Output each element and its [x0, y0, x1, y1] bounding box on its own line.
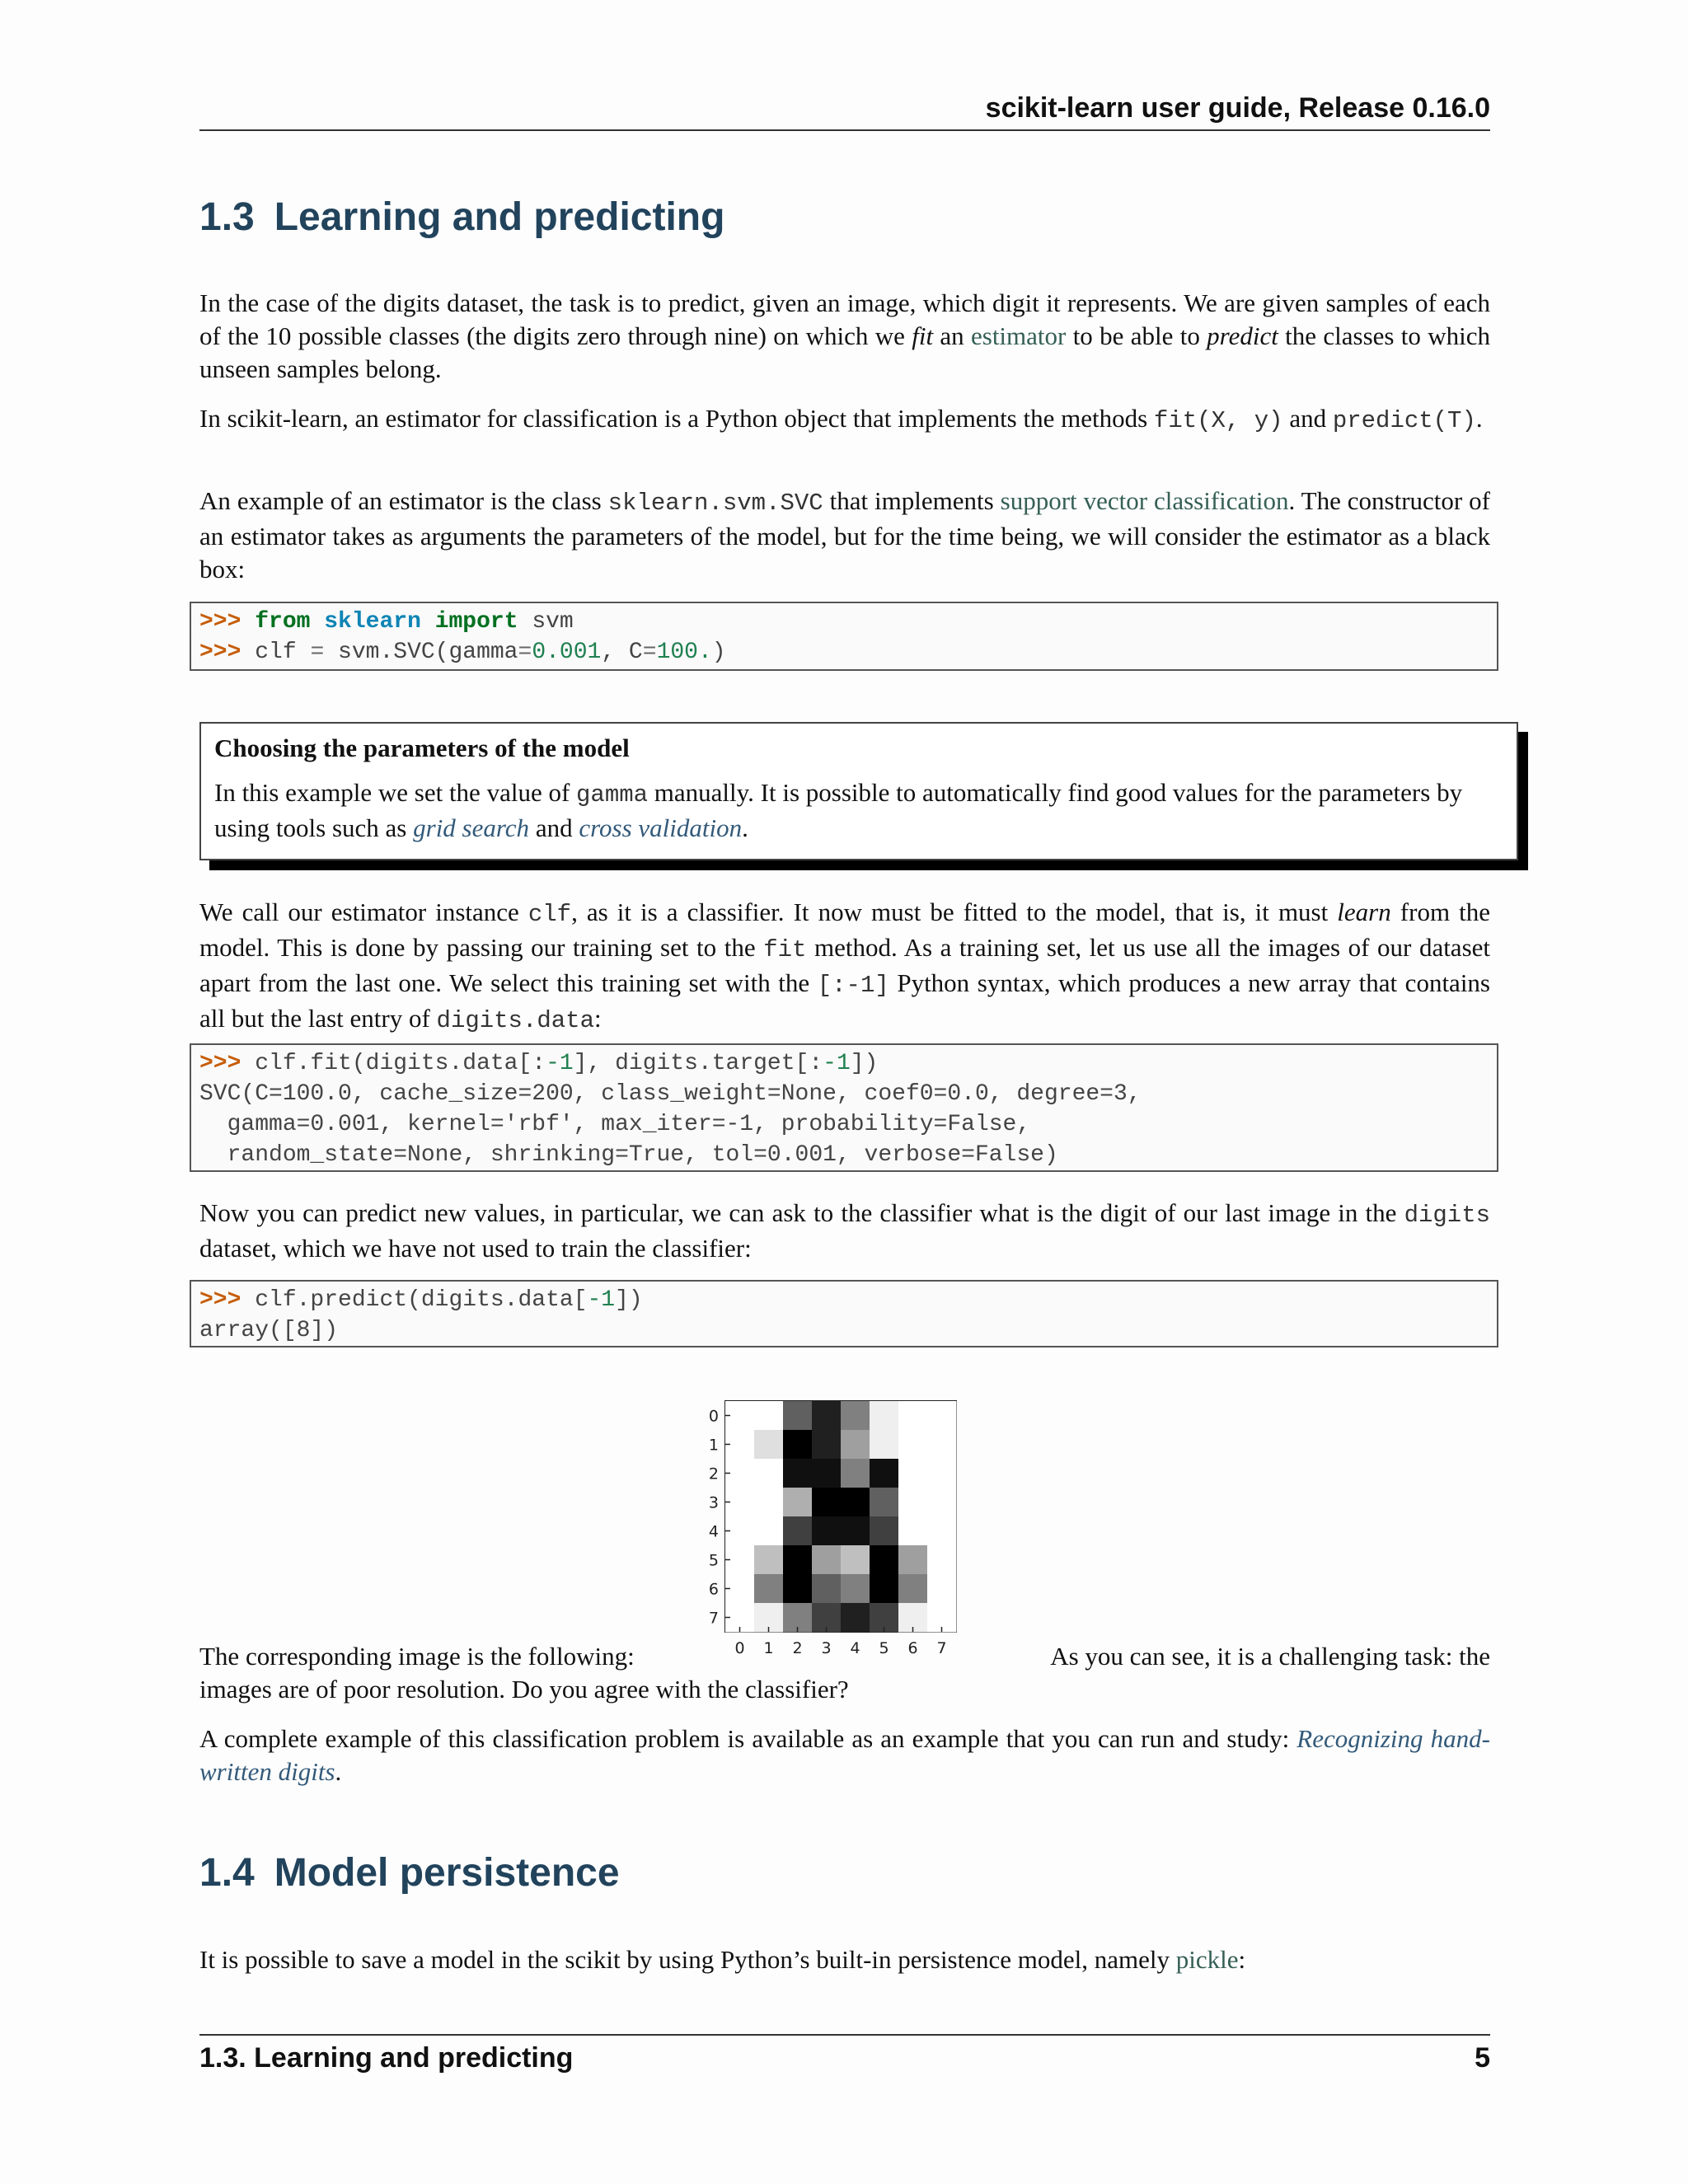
paragraph-svc: An example of an estimator is the class sklearn.svm.SVC that implements support vector classification. The constructor of an estimator takes as arguments the parameters of the model, but for the time being, we will consider the estimator as a black box: — [199, 486, 1491, 583]
heatmap-cell-r2-c3 — [812, 1459, 842, 1488]
x-tick-label: 6 — [907, 1639, 918, 1657]
heatmap-cell-r0-c3 — [812, 1401, 842, 1431]
heatmap-cell-r3-c7 — [927, 1488, 957, 1517]
heatmap-cell-r3-c3 — [812, 1488, 842, 1517]
heatmap-cell-r6-c1 — [754, 1574, 784, 1604]
heatmap-cell-r2-c7 — [927, 1459, 957, 1488]
heatmap-cell-r1-c4 — [841, 1430, 870, 1460]
x-tick-label: 1 — [763, 1639, 774, 1657]
heatmap-cell-r2-c1 — [754, 1459, 784, 1488]
heatmap-cell-r4-c6 — [898, 1516, 928, 1546]
section-title: Model persistence — [274, 1851, 620, 1895]
heatmap-cell-r1-c1 — [754, 1430, 784, 1460]
heatmap-cell-r3-c4 — [841, 1488, 870, 1517]
heatmap-cell-r1-c5 — [870, 1430, 899, 1460]
y-tick-label: 3 — [708, 1493, 719, 1512]
heatmap-cell-r6-c5 — [870, 1574, 899, 1604]
heatmap-cell-r4-c1 — [754, 1516, 784, 1546]
heatmap-cell-r2-c5 — [870, 1459, 899, 1488]
heatmap-cell-r0-c5 — [870, 1401, 899, 1431]
paragraph-persistence: It is possible to save a model in the scikit by using Python’s built-in persistence model, namely pickle: — [199, 1945, 1246, 1974]
x-tick-label: 7 — [936, 1639, 947, 1657]
heatmap-cell-r0-c1 — [754, 1401, 784, 1431]
code-block-import: >>> from sklearn import svm >>> clf = svm.SVC(gamma=0.001, C=100.) — [190, 602, 1498, 671]
heatmap-cell-r6-c4 — [841, 1574, 870, 1604]
heatmap-cell-r5-c6 — [898, 1545, 928, 1575]
section-heading-1-4 — [199, 1850, 620, 1896]
grid-search-link[interactable]: grid search — [413, 813, 530, 842]
page-number: 5 — [1475, 2042, 1490, 2074]
code-block-fit: >>> clf.fit(digits.data[:-1], digits.target[:-1]) SVC(C=100.0, cache_size=200, class_weight=None, coef0=0.0, degree=3, gamma=0.001, kernel='rbf', max_iter=-1, probability=False, random_state=None, shrinking=True, tol=0.001, verbose=False) — [190, 1043, 1498, 1172]
paragraph-complete-example: A complete example of this classification problem is available as an example that you can run and study: Recognizing hand-written digits. — [199, 1724, 1490, 1786]
heatmap-cell-r6-c3 — [812, 1574, 842, 1604]
heatmap-cell-r4-c2 — [783, 1516, 813, 1546]
x-tick-label: 0 — [734, 1639, 745, 1657]
recognizing-digits-link[interactable]: Recognizing hand-written digits — [199, 1724, 1490, 1786]
heatmap-cell-r6-c7 — [927, 1574, 957, 1604]
heatmap-cell-r6-c6 — [898, 1574, 928, 1604]
digit-image-figure — [692, 1385, 973, 1657]
heatmap-cell-r3-c2 — [783, 1488, 813, 1517]
running-header: scikit-learn user guide, Release 0.16.0 — [199, 92, 1490, 131]
heatmap-cell-r5-c4 — [841, 1545, 870, 1575]
heatmap-cell-r2-c2 — [783, 1459, 813, 1488]
heatmap-cell-r5-c7 — [927, 1545, 957, 1575]
heatmap-cell-r2-c4 — [841, 1459, 870, 1488]
footer-section: 1.3. Learning and predicting — [199, 2042, 574, 2074]
cross-validation-link[interactable]: cross validation — [579, 813, 743, 842]
x-tick-label: 4 — [850, 1639, 860, 1657]
code-block-predict: >>> clf.predict(digits.data[-1]) array([8]) — [190, 1280, 1498, 1347]
admonition-title: Choosing the parameters of the model — [214, 733, 630, 762]
section-number: 1.4 — [199, 1851, 255, 1895]
heatmap-cell-r6-c2 — [783, 1574, 813, 1604]
heatmap-cell-r4-c5 — [870, 1516, 899, 1546]
section-number: 1.3 — [199, 195, 255, 239]
y-tick-label: 5 — [708, 1551, 719, 1570]
heatmap-cell-r1-c7 — [927, 1430, 957, 1460]
heatmap-cell-r1-c6 — [898, 1430, 928, 1460]
y-tick-label: 1 — [708, 1436, 719, 1455]
y-tick-label: 7 — [708, 1609, 719, 1628]
admonition-box — [199, 722, 1518, 874]
heatmap-cell-r0-c4 — [841, 1401, 870, 1431]
page-footer — [199, 2034, 1490, 2074]
paragraph-image-caption-right: As you can see, it is a challenging task: the — [1050, 1642, 1490, 1671]
heatmap-cell-r5-c5 — [870, 1545, 899, 1575]
heatmap-cell-r3-c1 — [754, 1488, 784, 1517]
heatmap-cell-r0-c6 — [898, 1401, 928, 1431]
heatmap-cell-r4-c4 — [841, 1516, 870, 1546]
pickle-link[interactable]: pickle — [1175, 1945, 1239, 1974]
y-tick-label: 4 — [708, 1522, 719, 1541]
heatmap-cell-r5-c3 — [812, 1545, 842, 1575]
paragraph-intro: In the case of the digits dataset, the task is to predict, given an image, which digit it represents. We are given samples of each of the 10 possible classes (the digits zero through nine) on which we fit an estimator to be able to predict the classes to which unseen samples belong. — [199, 288, 1490, 383]
heatmap-cell-r1-c2 — [783, 1430, 813, 1460]
heatmap-cell-r2-c6 — [898, 1459, 928, 1488]
heatmap-cell-r5-c2 — [783, 1545, 813, 1575]
heatmap-cell-r5-c1 — [754, 1545, 784, 1575]
y-tick-label: 6 — [708, 1580, 719, 1599]
heatmap-cell-r1-c3 — [812, 1430, 842, 1460]
heatmap-cell-r4-c7 — [927, 1516, 957, 1546]
y-tick-label: 0 — [708, 1407, 719, 1426]
paragraph-predict: Now you can predict new values, in particular, we can ask to the classifier what is the digit of our last image in the digits dataset, which we have not used to train the classifier: — [199, 1198, 1490, 1263]
paragraph-fit: We call our estimator instance clf, as it is a classifier. It now must be fitted to the model, that is, it must learn from the model. This is done by passing our training set to the fit method. As a training set, let us use all the images of our dataset apart from the last one. We select this training set with the [:-1] Python syntax, which produces a new array that contains all but the last entry of digits.data: — [199, 898, 1491, 1034]
heatmap-cell-r4-c3 — [812, 1516, 842, 1546]
heatmap-cell-r0-c7 — [927, 1401, 957, 1431]
y-tick-label: 2 — [708, 1465, 719, 1483]
x-tick-label: 3 — [821, 1639, 832, 1657]
heatmap-cell-r3-c6 — [898, 1488, 928, 1517]
section-title: Learning and predicting — [274, 195, 725, 239]
x-tick-label: 2 — [792, 1639, 803, 1657]
section-heading-1-3 — [199, 194, 724, 240]
x-tick-label: 5 — [879, 1639, 889, 1657]
admonition-text: In this example we set the value of gamma manually. It is possible to automatically find good values for the parameters by using tools such as grid search and cross validation. — [214, 778, 1463, 842]
svc-link[interactable]: support vector classification — [1000, 486, 1289, 515]
admonition-body — [199, 722, 1518, 860]
paragraph-image-caption-2: images are of poor resolution. Do you agree with the classifier? — [199, 1675, 849, 1704]
heatmap-cell-r0-c2 — [783, 1401, 813, 1431]
estimator-link[interactable]: estimator — [971, 321, 1067, 350]
paragraph-image-caption: The corresponding image is the following: — [199, 1642, 635, 1671]
paragraph-methods: In scikit-learn, an estimator for classification is a Python object that implements the methods fit(X, y) and predict(T). — [199, 404, 1483, 434]
heatmap-cell-r3-c5 — [870, 1488, 899, 1517]
